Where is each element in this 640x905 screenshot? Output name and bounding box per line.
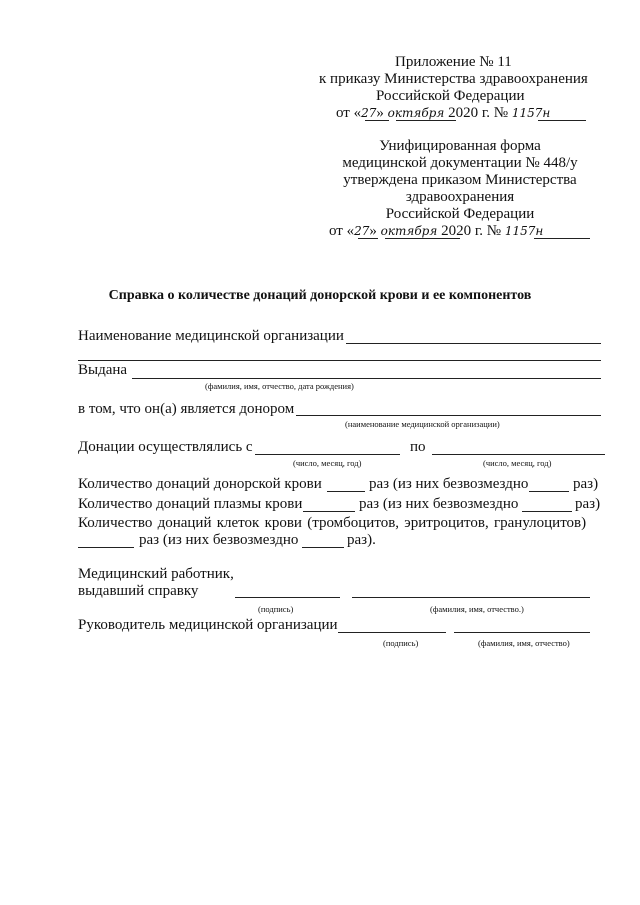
cells-times-label: раз). xyxy=(347,532,376,548)
date-to-field[interactable] xyxy=(432,454,605,455)
form-info-date: от «27» октября 2020 г. № 1157н xyxy=(329,223,544,239)
order-date: от «27» октября 2020 г. № 1157н xyxy=(336,105,551,121)
handwritten-day: 27 xyxy=(354,224,370,238)
handwritten-order-number: 1157н xyxy=(511,106,551,120)
handwritten-order-number: 1157н xyxy=(504,224,544,238)
issued-caption: (фамилия, имя, отчество, дата рождения) xyxy=(205,381,354,391)
date-from-field[interactable] xyxy=(255,454,400,455)
document-title: Справка о количестве донаций донорской крови и ее компонентов xyxy=(108,288,532,303)
medic-name-caption: (фамилия, имя, отчество.) xyxy=(430,604,524,614)
federation-line: Российской Федерации xyxy=(376,88,525,104)
head-sign-caption: (подпись) xyxy=(383,638,419,648)
date-to-caption: (число, месяц, год) xyxy=(483,458,552,468)
donations-to-label: по xyxy=(410,439,426,455)
donor-org-field[interactable] xyxy=(296,415,601,416)
cells-count-field[interactable] xyxy=(78,547,134,548)
plasma-donations-label: Количество донаций плазмы крови xyxy=(78,496,303,512)
head-name-caption: (фамилия, имя, отчество) xyxy=(478,638,570,648)
org-name-label: Наименование медицинской организации xyxy=(78,328,344,344)
head-label: Руководитель медицинской организации xyxy=(78,617,338,633)
cells-free-label: раз (из них безвозмездно xyxy=(139,532,299,548)
form-info-line3: утверждена приказом Министерства xyxy=(343,172,577,188)
handwritten-day: 27 xyxy=(361,106,377,120)
cells-free-field[interactable] xyxy=(302,547,344,548)
handwritten-month: октября xyxy=(387,106,445,120)
plasma-free-label: раз (из них безвозмездно xyxy=(359,496,519,512)
plasma-free-field[interactable] xyxy=(522,511,572,512)
blood-free-field[interactable] xyxy=(529,491,569,492)
appendix-number: Приложение № 11 xyxy=(395,54,512,70)
order-reference: к приказу Министерства здравоохранения xyxy=(319,71,588,87)
org-name-field[interactable] xyxy=(346,343,601,344)
medic-signature-field[interactable] xyxy=(235,597,340,598)
issued-field[interactable] xyxy=(132,378,601,379)
medic-label-line1: Медицинский работник, xyxy=(78,566,234,582)
head-name-field[interactable] xyxy=(454,632,590,633)
medic-label-line2: выдавший справку xyxy=(78,583,199,599)
org-name-field-line2[interactable] xyxy=(78,360,601,361)
cells-donations-label: Количество донаций клеток крови (тромбоцитов, эритроцитов, гранулоцитов) xyxy=(78,515,587,531)
donor-caption: (наименование медицинской организации) xyxy=(345,419,500,429)
date-from-caption: (число, месяц, год) xyxy=(293,458,362,468)
blood-times-label: раз) xyxy=(573,476,599,492)
blood-free-label: раз (из них безвозмездно xyxy=(369,476,529,492)
issued-label: Выдана xyxy=(78,362,128,378)
form-info-line1: Унифицированная форма xyxy=(379,138,541,154)
form-info-line2: медицинской документации № 448/у xyxy=(342,155,578,171)
donor-label: в том, что он(а) является донором xyxy=(78,401,295,417)
plasma-count-field[interactable] xyxy=(303,511,355,512)
medic-sign-caption: (подпись) xyxy=(258,604,294,614)
medic-name-field[interactable] xyxy=(352,597,590,598)
form-info-line5: Российской Федерации xyxy=(385,206,535,222)
head-signature-field[interactable] xyxy=(338,632,446,633)
blood-donations-label: Количество донаций донорской крови xyxy=(78,476,322,492)
donations-label: Донации осуществлялись с xyxy=(78,439,253,455)
plasma-times-label: раз) xyxy=(575,496,601,512)
blood-count-field[interactable] xyxy=(327,491,365,492)
form-info-line4: здравоохранения xyxy=(405,189,515,205)
handwritten-month: октября xyxy=(380,224,438,238)
